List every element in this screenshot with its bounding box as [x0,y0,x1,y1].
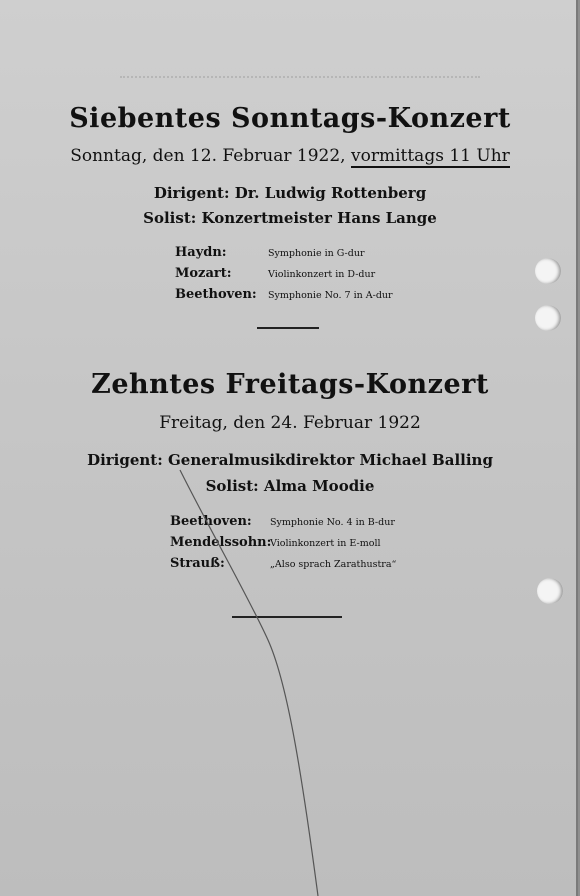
concert1-date-prefix: Sonntag, den 12. Februar 1922, [70,146,346,166]
composer: Beethoven: [170,514,252,529]
work: Violinkonzert in D-dur [268,269,376,280]
concert2-date: Freitag, den 24. Februar 1922 [159,413,421,433]
punch-hole [535,305,561,331]
concert2-conductor: Dirigent: Generalmusikdirektor Michael Balling [87,451,493,469]
work: Symphonie in G-dur [268,248,365,259]
concert1-soloist: Solist: Konzertmeister Hans Lange [143,209,437,227]
composer: Haydn: [175,245,227,260]
composer: Mendelssohn: [170,535,272,550]
composer: Mozart: [175,266,232,281]
concert2-title: Zehntes Freitags-Konzert [91,369,489,400]
work: Symphonie No. 4 in B-dur [270,517,395,528]
concert1-date-time: vormittags 11 Uhr [351,146,510,166]
work: Symphonie No. 7 in A-dur [268,290,393,301]
concert2-soloist: Solist: Alma Moodie [205,477,375,495]
punch-hole [535,258,561,284]
punch-hole [537,578,563,604]
work: Violinkonzert in E-moll [270,538,381,549]
concert1-conductor: Dirigent: Dr. Ludwig Rottenberg [153,184,427,202]
composer: Beethoven: [175,287,257,302]
concert1-title: Siebentes Sonntags-Konzert [69,103,511,134]
composer: Strauß: [170,556,225,571]
work: „Also sprach Zarathustra“ [270,559,397,570]
